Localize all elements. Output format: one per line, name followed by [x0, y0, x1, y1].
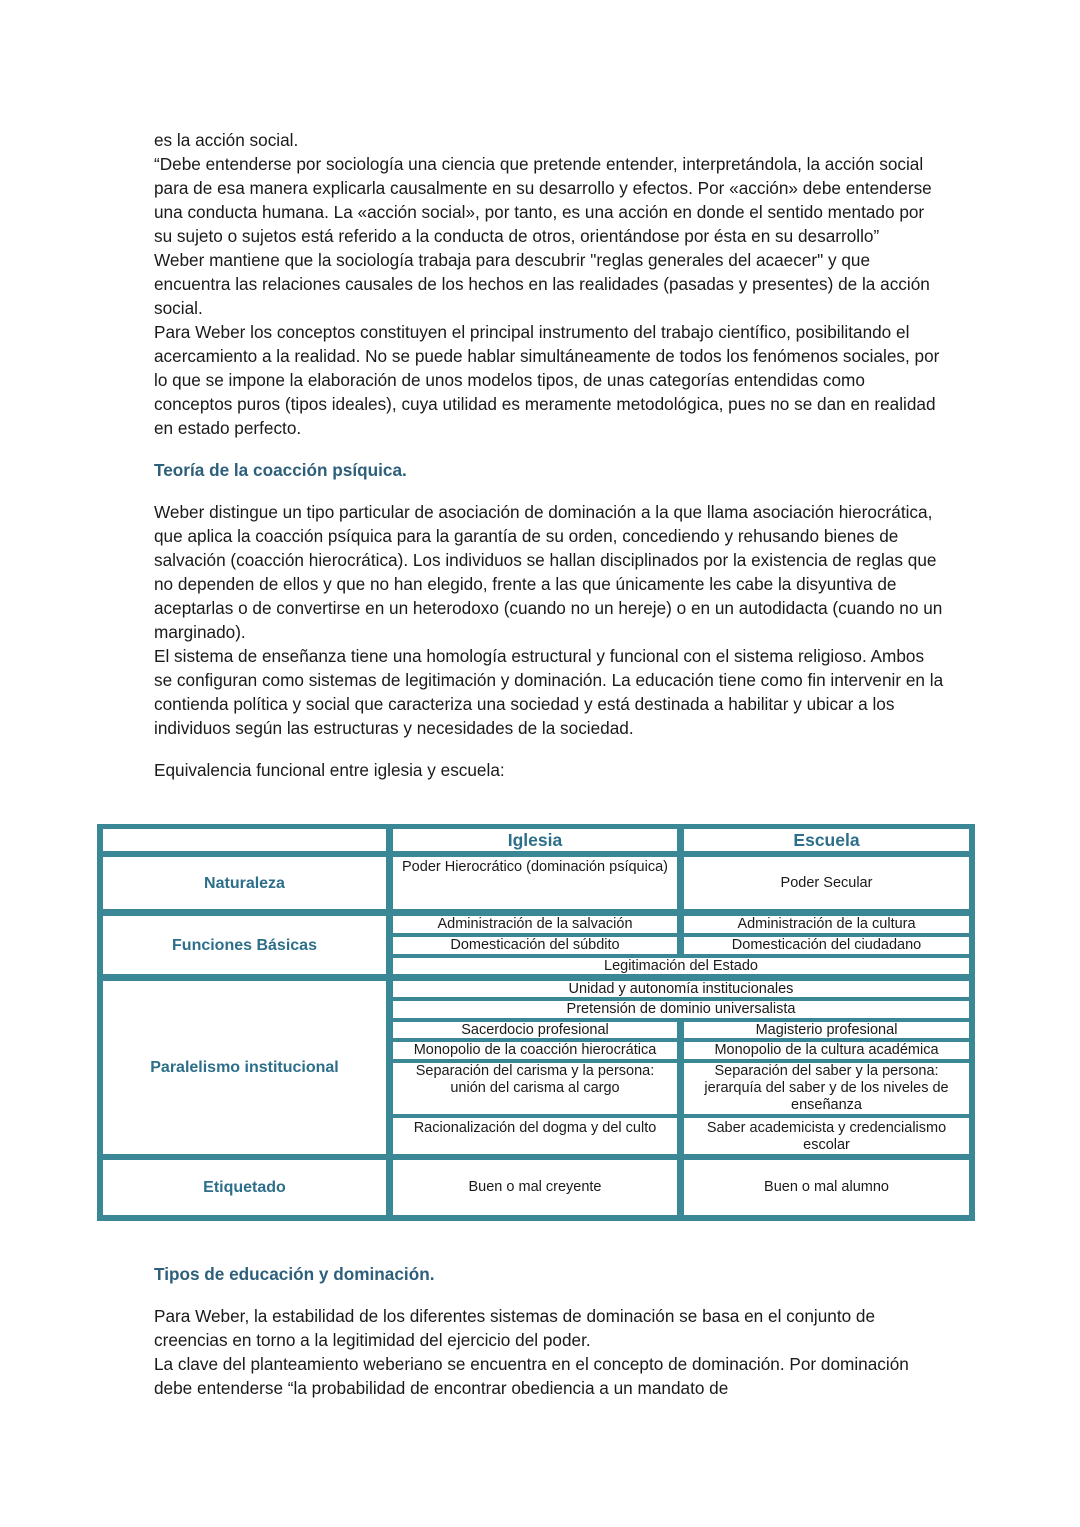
cell-paralelismo-escuela-4: Saber academicista y credencialismo escolar	[684, 1118, 969, 1154]
paragraph: La clave del planteamiento weberiano se encuentra en el concepto de dominación. Por dominación debe entenderse “la probabilidad de encontrar obediencia a un mandato de	[154, 1354, 909, 1398]
cell-paralelismo-escuela-2: Monopolio de la cultura académica	[684, 1042, 969, 1059]
header-empty-cell	[103, 829, 386, 851]
cell-naturaleza-iglesia: Poder Hierocrático (dominación psíquica)	[393, 857, 677, 909]
row-label-naturaleza: Naturaleza	[103, 857, 386, 909]
cell-paralelismo-shared-2: Pretensión de dominio universalista	[393, 1001, 969, 1018]
cell-paralelismo-iglesia-1: Sacerdocio profesional	[393, 1022, 677, 1038]
equivalence-table	[97, 824, 975, 1221]
section-heading: Teoría de la coacción psíquica.	[154, 460, 407, 480]
row-label-paralelismo: Paralelismo institucional	[103, 981, 386, 1154]
table-caption: Equivalencia funcional entre iglesia y escuela:	[154, 760, 505, 780]
cell-paralelismo-iglesia-3: Separación del carisma y la persona: unión del carisma al cargo	[393, 1063, 677, 1114]
cell-paralelismo-shared-1: Unidad y autonomía institucionales	[393, 981, 969, 997]
paragraph: Para Weber, la estabilidad de los diferentes sistemas de dominación se basa en el conjunto de creencias en torno a la legitimidad del ejercicio del poder.	[154, 1306, 876, 1350]
section-heading: Tipos de educación y dominación.	[154, 1264, 435, 1284]
row-label-etiquetado: Etiquetado	[103, 1160, 386, 1215]
column-header-iglesia: Iglesia	[393, 829, 677, 851]
cell-funciones-escuela-1: Administración de la cultura	[684, 916, 969, 933]
cell-naturaleza-escuela: Poder Secular	[684, 857, 969, 909]
cell-funciones-iglesia-2: Domesticación del súbdito	[393, 937, 677, 954]
cell-paralelismo-iglesia-2: Monopolio de la coacción hierocrática	[393, 1042, 677, 1059]
column-header-escuela: Escuela	[684, 829, 969, 851]
cell-paralelismo-iglesia-4: Racionalización del dogma y del culto	[393, 1118, 677, 1154]
document-page-continued	[154, 1262, 944, 1400]
cell-etiquetado-iglesia: Buen o mal creyente	[393, 1160, 677, 1215]
document-page	[154, 128, 944, 782]
cell-etiquetado-escuela: Buen o mal alumno	[684, 1160, 969, 1215]
row-label-funciones: Funciones Básicas	[103, 916, 386, 974]
paragraph: “Debe entenderse por sociología una ciencia que pretende entender, interpretándola, la acción social para de esa manera explicarla causalmente en su desarrollo y efectos. Por «acción» debe entenderse una conducta humana. La «acción social», por tanto, es una acción en donde el sentido mentado por su sujeto o sujetos está referido a la conducta de otros, orientándose por ésta en su desarrollo”	[154, 154, 932, 246]
cell-funciones-iglesia-1: Administración de la salvación	[393, 916, 677, 933]
paragraph: El sistema de enseñanza tiene una homología estructural y funcional con el sistema religioso. Ambos se configuran como sistemas de legitimación y dominación. La educación tiene como fin intervenir en la contienda política y social que caracteriza una sociedad y está destinada a habilitar y ubicar a los individuos según las estructuras y necesidades de la sociedad.	[154, 646, 944, 738]
paragraph: Para Weber los conceptos constituyen el principal instrumento del trabajo científico, posibilitando el acercamiento a la realidad. No se puede hablar simultáneamente de todos los fenómenos sociales, por lo que se impone la elaboración de unos modelos tipos, de unas categorías entendidas como conceptos puros (tipos ideales), cuya utilidad es meramente metodológica, pues no se dan en realidad en estado perfecto.	[154, 322, 940, 438]
cell-paralelismo-escuela-3: Separación del saber y la persona: jerarquía del saber y de los niveles de enseñanza	[684, 1063, 969, 1114]
paragraph: es la acción social.	[154, 130, 299, 150]
paragraph: Weber mantiene que la sociología trabaja para descubrir "reglas generales del acaecer" y que encuentra las relaciones causales de los hechos en las realidades (pasadas y presentes) de la acción social.	[154, 250, 930, 318]
cell-paralelismo-escuela-1: Magisterio profesional	[684, 1022, 969, 1038]
cell-funciones-escuela-2: Domesticación del ciudadano	[684, 937, 969, 954]
cell-funciones-shared: Legitimación del Estado	[393, 958, 969, 974]
paragraph: Weber distingue un tipo particular de asociación de dominación a la que llama asociación hierocrática, que aplica la coacción psíquica para la garantía de su orden, concediendo y rehusando bienes de salvación (coacción hierocrática). Los individuos se hallan disciplinados por la existencia de reglas que no dependen de ellos y que no han elegido, frente a las que únicamente les cabe la disyuntiva de aceptarlas o de convertirse en un heterodoxo (cuando no un hereje) o en un autodidacta (cuando no un marginado).	[154, 502, 943, 642]
